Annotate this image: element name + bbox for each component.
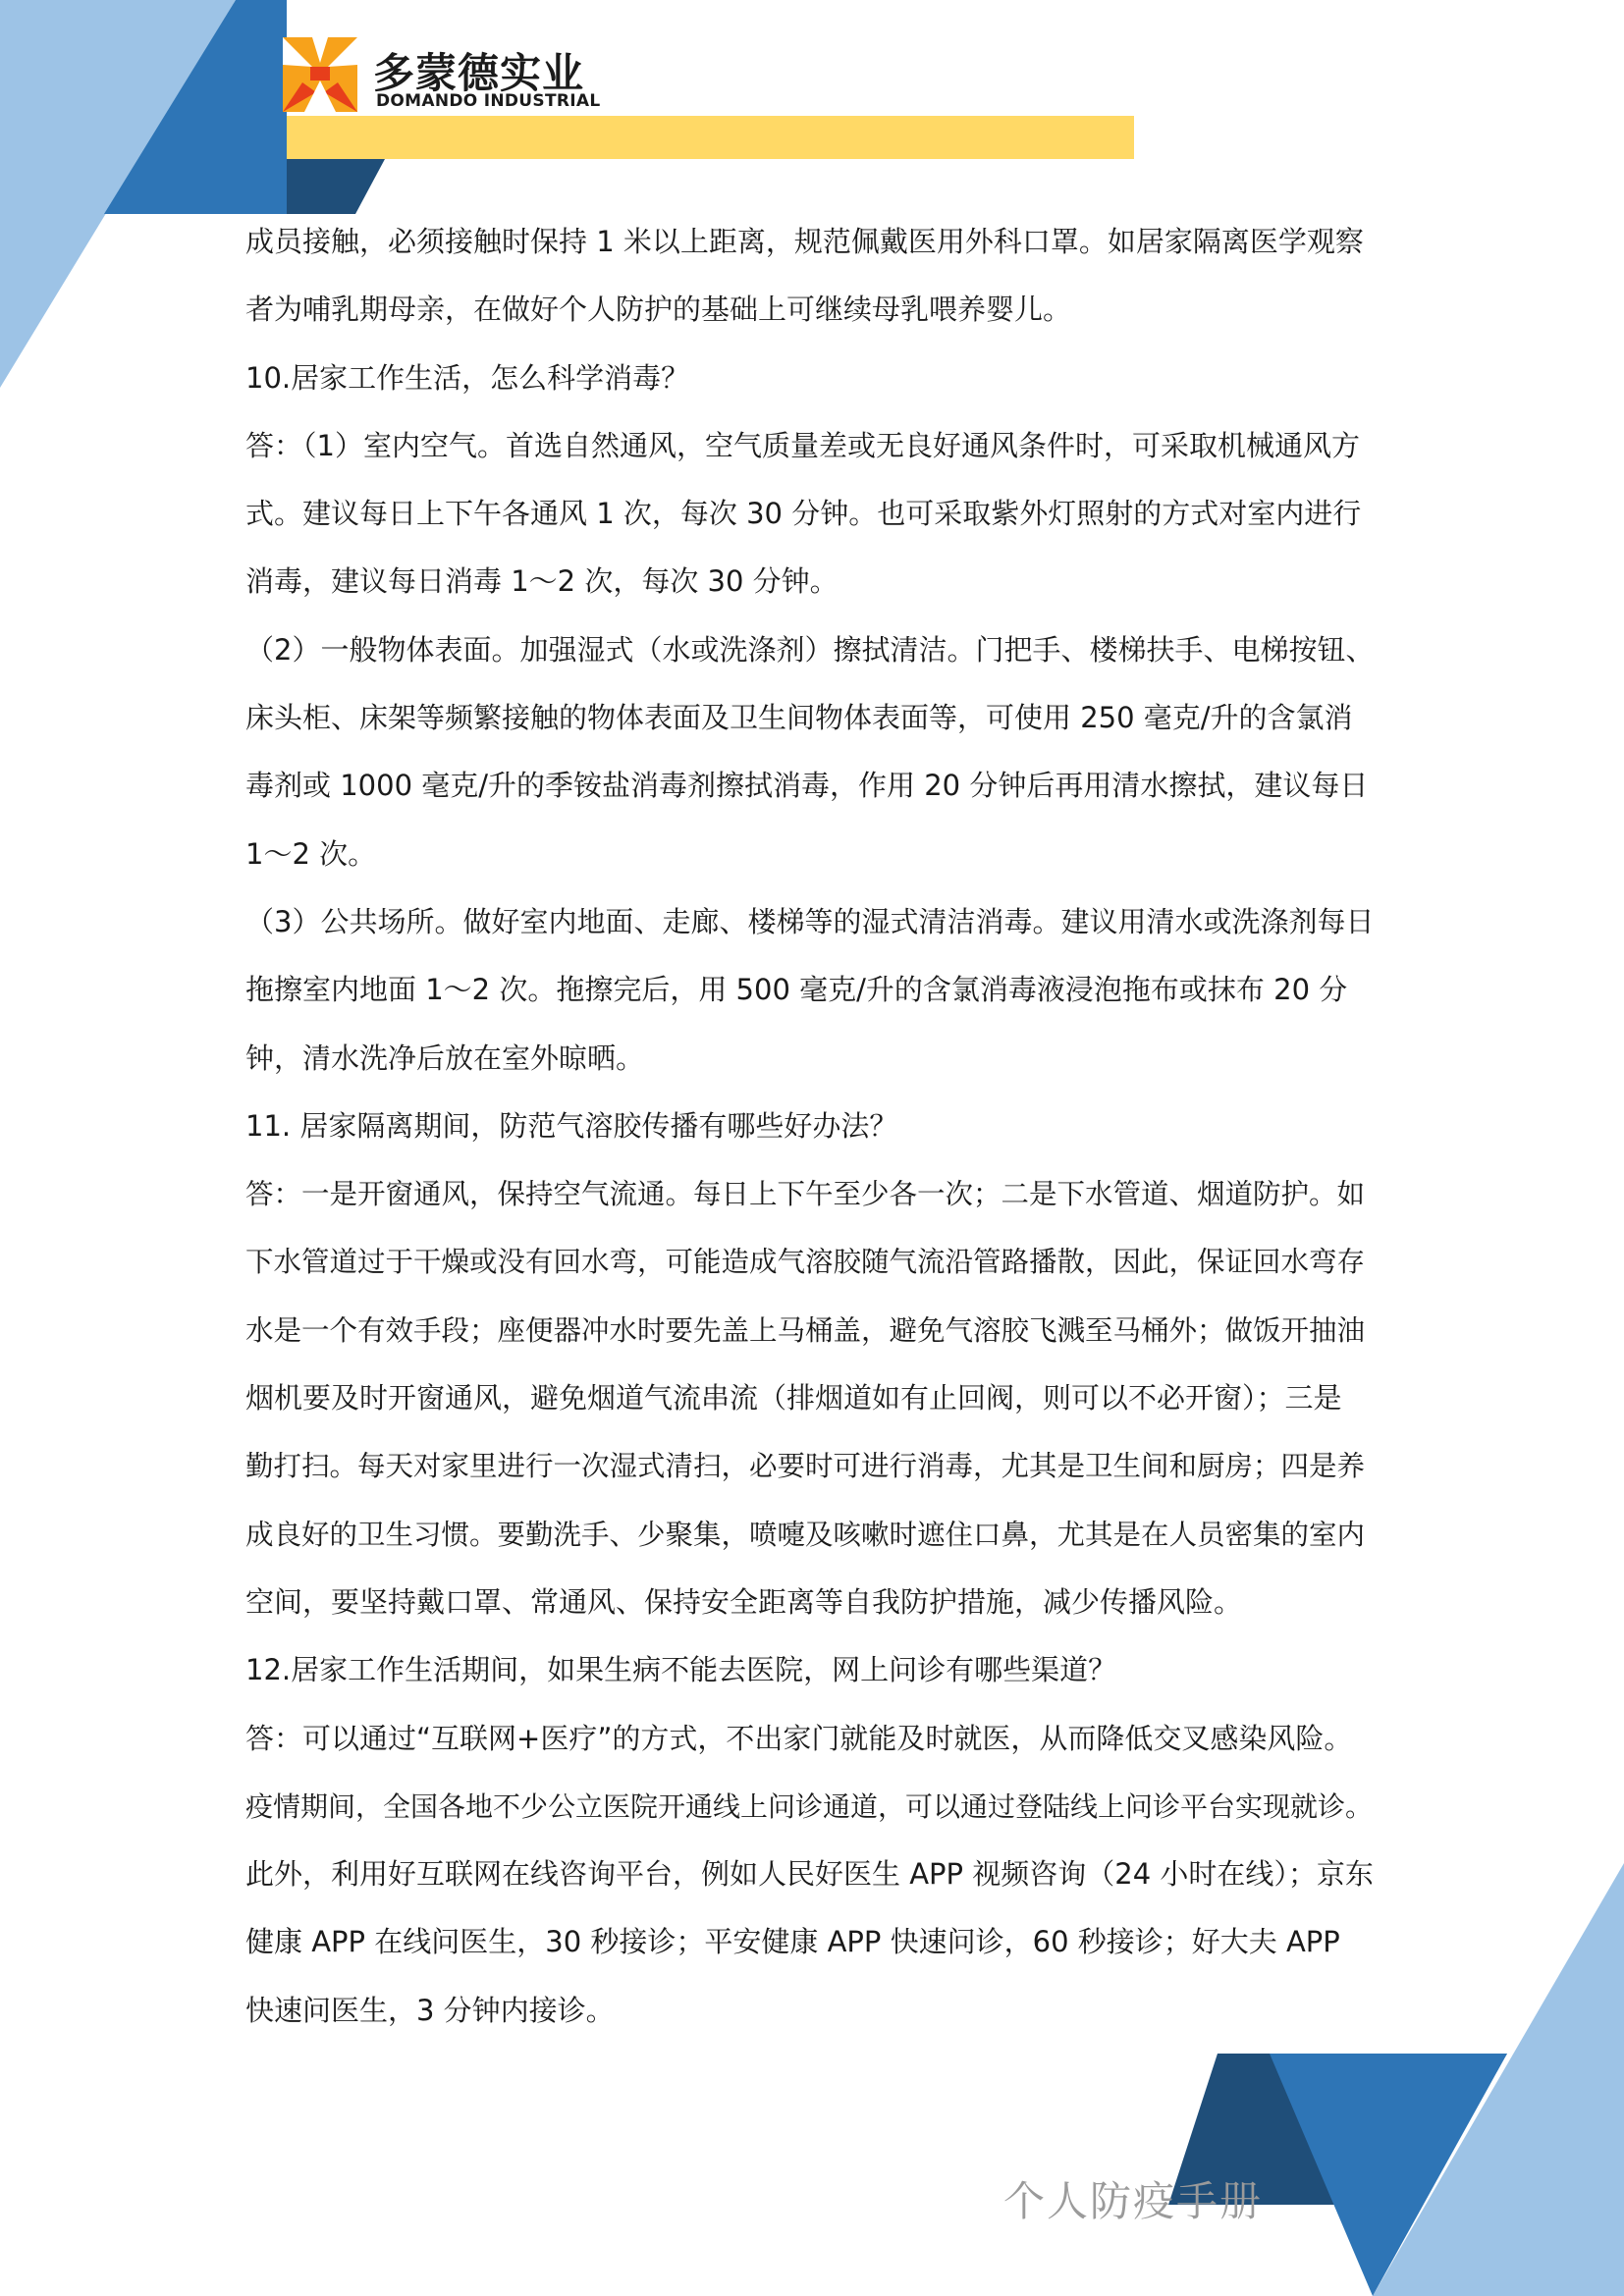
body-line: 1～2 次。 <box>245 836 377 871</box>
top-left-dark-blue-triangle <box>287 159 385 214</box>
body-line: （3）公共场所。做好室内地面、走廊、楼梯等的湿式清洁消毒。建议用清水或洗涤剂每日 <box>245 904 1375 938</box>
body-line: 快速问医生，3 分钟内接诊。 <box>245 1993 615 2027</box>
company-name-english: DOMANDO INDUSTRIAL <box>376 91 601 111</box>
body-line: 拖擦室内地面 1～2 次。拖擦完后，用 500 毫克/升的含氯消毒液浸泡拖布或抹布 20 分 <box>245 973 1348 1007</box>
body-line: 毒剂或 1000 毫克/升的季铵盐消毒剂擦拭消毒，作用 20 分钟后再用清水擦拭，建议每日 <box>245 769 1369 803</box>
question-heading: 10.居家工作生活，怎么科学消毒？ <box>245 360 690 395</box>
body-line: 烟机要及时开窗通风，避免烟道气流串流（排烟道如有止回阀，则可以不必开窗）；三是 <box>245 1381 1342 1415</box>
body-line: 成良好的卫生习惯。要勤洗手、少聚集，喷嚏及咳嗽时遮住口鼻，尤其是在人员密集的室内 <box>245 1518 1366 1551</box>
body-line: 勤打扫。每天对家里进行一次湿式清扫，必要时可进行消毒，尤其是卫生间和厨房；四是养 <box>245 1450 1366 1483</box>
company-logo <box>283 37 617 116</box>
body-line: 空间，要坚持戴口罩、常通风、保持安全距离等自我防护措施，减少传播风险。 <box>245 1584 1243 1619</box>
question-heading: 11. 居家隔离期间，防范气溶胶传播有哪些好办法？ <box>245 1108 898 1143</box>
footer-title: 个人防疫手册 <box>1003 2177 1264 2225</box>
header-yellow-bar <box>287 116 1134 159</box>
body-line: 疫情期间，全国各地不少公立医院开通线上问诊通道，可以通过登陆线上问诊平台实现就诊。 <box>245 1789 1374 1823</box>
body-line: 答：（1）室内空气。首选自然通风，空气质量差或无良好通风条件时，可采取机械通风方 <box>245 428 1360 462</box>
star-burst-logo-icon <box>283 37 357 112</box>
body-line: 下水管道过于干燥或没有回水弯，可能造成气溶胶随气流沿管路播散，因此，保证回水弯存 <box>245 1246 1366 1279</box>
body-line: 水是一个有效手段；座便器冲水时要先盖上马桶盖，避免气溶胶飞溅至马桶外；做饭开抽油 <box>245 1313 1366 1347</box>
body-line: 者为哺乳期母亲，在做好个人防护的基础上可继续母乳喂养婴儿。 <box>245 293 1072 327</box>
question-heading: 12.居家工作生活期间，如果生病不能去医院，网上问诊有哪些渠道？ <box>245 1653 1117 1687</box>
document-body <box>245 208 1380 2045</box>
body-line: 床头柜、床架等频繁接触的物体表面及卫生间物体表面等，可使用 250 毫克/升的含氯消 <box>245 701 1353 735</box>
body-line: 此外，利用好互联网在线咨询平台，例如人民好医生 APP 视频咨询（24 小时在线）；京东 <box>245 1857 1374 1892</box>
body-line: 答：可以通过“互联网+医疗”的方式，不出家门就能及时就医，从而降低交叉感染风险。 <box>245 1721 1353 1755</box>
body-line: 答：一是开窗通风，保持空气流通。每日上下午至少各一次；二是下水管道、烟道防护。如 <box>245 1178 1366 1211</box>
body-line: 钟，清水洗净后放在室外晾晒。 <box>245 1041 645 1075</box>
body-line: （2）一般物体表面。加强湿式（水或洗涤剂）擦拭清洁。门把手、楼梯扶手、电梯按钮、 <box>245 632 1375 667</box>
company-name-chinese: 多蒙德实业 <box>373 49 585 97</box>
body-line: 健康 APP 在线问医生，30 秒接诊；平安健康 APP 快速问诊，60 秒接诊；好大夫 APP <box>245 1925 1340 1959</box>
body-line: 式。建议每日上下午各通风 1 次，每次 30 分钟。也可采取紫外灯照射的方式对室内进行 <box>245 497 1362 531</box>
body-line: 消毒，建议每日消毒 1～2 次，每次 30 分钟。 <box>245 564 839 599</box>
body-line: 成员接触，必须接触时保持 1 米以上距离，规范佩戴医用外科口罩。如居家隔离医学观察 <box>245 225 1364 258</box>
